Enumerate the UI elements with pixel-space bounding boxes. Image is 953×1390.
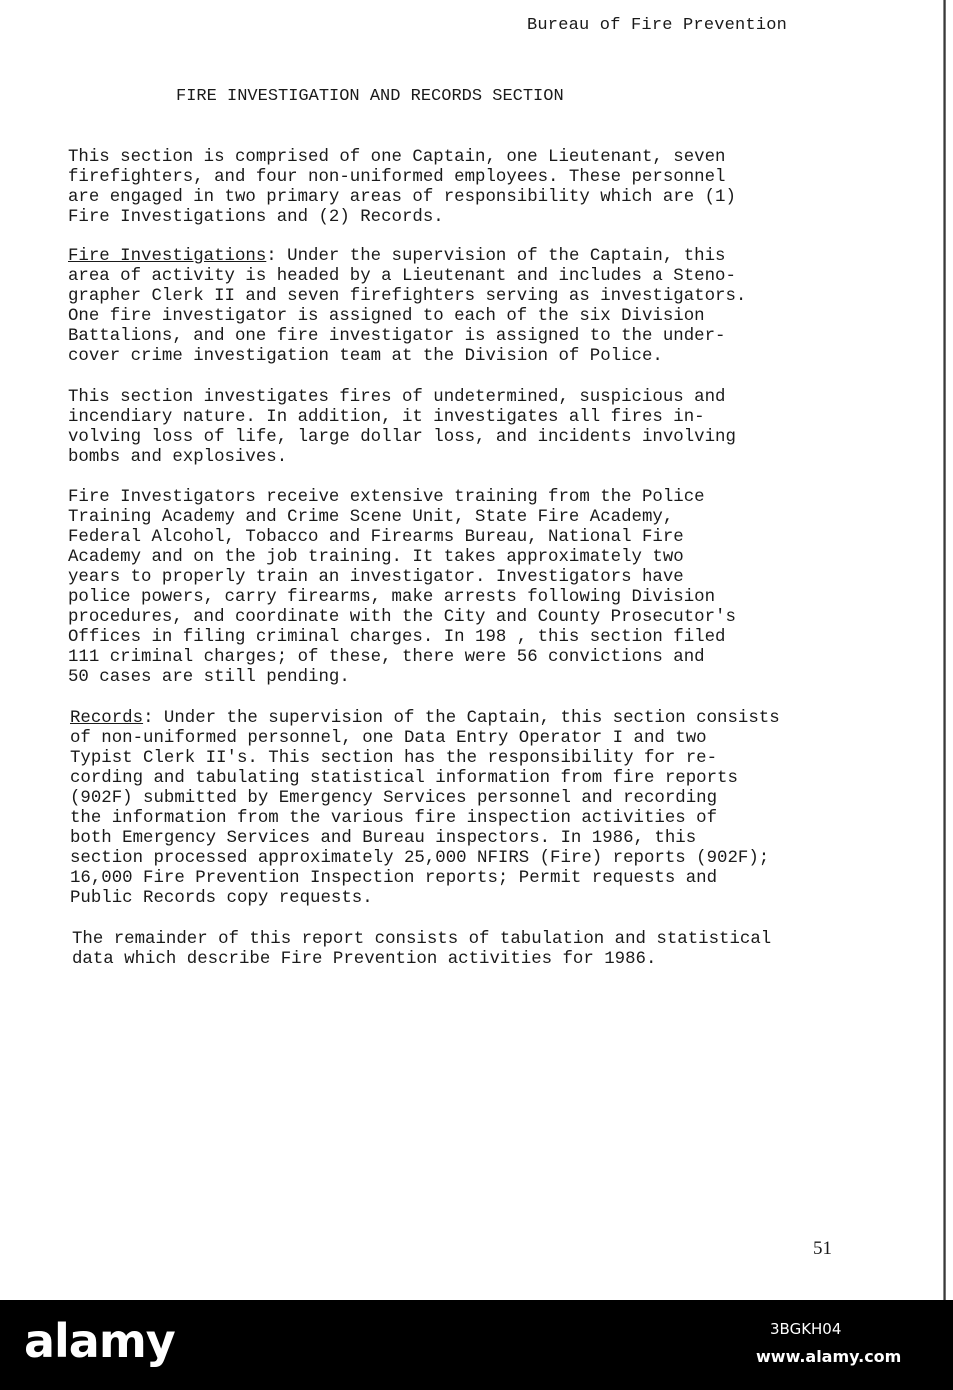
alamy-logo: alamy [24,1314,175,1368]
investigation-scope-paragraph: This section investigates fires of undetermined, suspicious and incendiary nature. In addition, it investigates all fires in- volving loss of life, large dollar loss, and incidents involving bombs and explosives. [68,388,736,467]
records-paragraph [70,709,890,909]
records-body: : Under the supervision of the Captain, this section consists of non-uniformed personnel, one Data Entry Operator I and two Typist Clerk II's. This section has the responsibility for re- cording and tabulating statistical information from fire reports (902F) submitted by Emergency Services personnel and recording the information from the various fire inspection activities of both Emergency Services and Bureau inspectors. In 1986, this section processed approximately 25,000 NFIRS (Fire) reports (902F); 16,000 Fire Prevention Inspection reports; Permit requests and Public Records copy requests. [70,709,780,908]
scan-edge-line [943,0,946,1300]
training-paragraph: Fire Investigators receive extensive training from the Police Training Academy and Crime Scene Unit, State Fire Academy, Federal Alcohol, Tobacco and Firearms Bureau, National Fire Academy and on the job training. It takes approximately two years to properly train an investigator. Investigators have police powers, carry firearms, make arrests following Division procedures, and coordinate with the City and County Prosecutor's Offices in filing criminal charges. In 198 , this section filed 111 criminal charges; of these, there were 56 convictions and 50 cases are still pending. [68,488,736,687]
fire-investigations-body: : Under the supervision of the Captain, this area of activity is headed by a Lieutenant and includes a Steno- grapher Clerk II and seven firefighters serving as investigators. One fire investigator is assigned to each of the six Division Battalions, and one fire investigator is assigned to the under- cover crime investigation team at the Division of Police. [68,247,747,366]
remainder-paragraph: The remainder of this report consists of tabulation and statistical data which describe Fire Prevention activities for 1986. [72,930,772,969]
page-number: 51 [813,1238,832,1259]
page-header: Bureau of Fire Prevention [527,16,788,35]
fire-investigations-paragraph [68,247,888,367]
records-heading: Records [70,709,144,728]
intro-paragraph: This section is comprised of one Captain, one Lieutenant, seven firefighters, and four non-uniformed employees. These personnel are engaged in two primary areas of responsibility which are (1) Fire Investigations and (2) Records. [68,148,736,227]
fire-investigations-heading: Fire Investigations [68,247,267,266]
image-id: 3BGKH04 [770,1320,842,1338]
section-title: FIRE INVESTIGATION AND RECORDS SECTION [176,87,564,106]
site-url: www.alamy.com [756,1347,902,1366]
watermark-bar [0,1300,953,1390]
